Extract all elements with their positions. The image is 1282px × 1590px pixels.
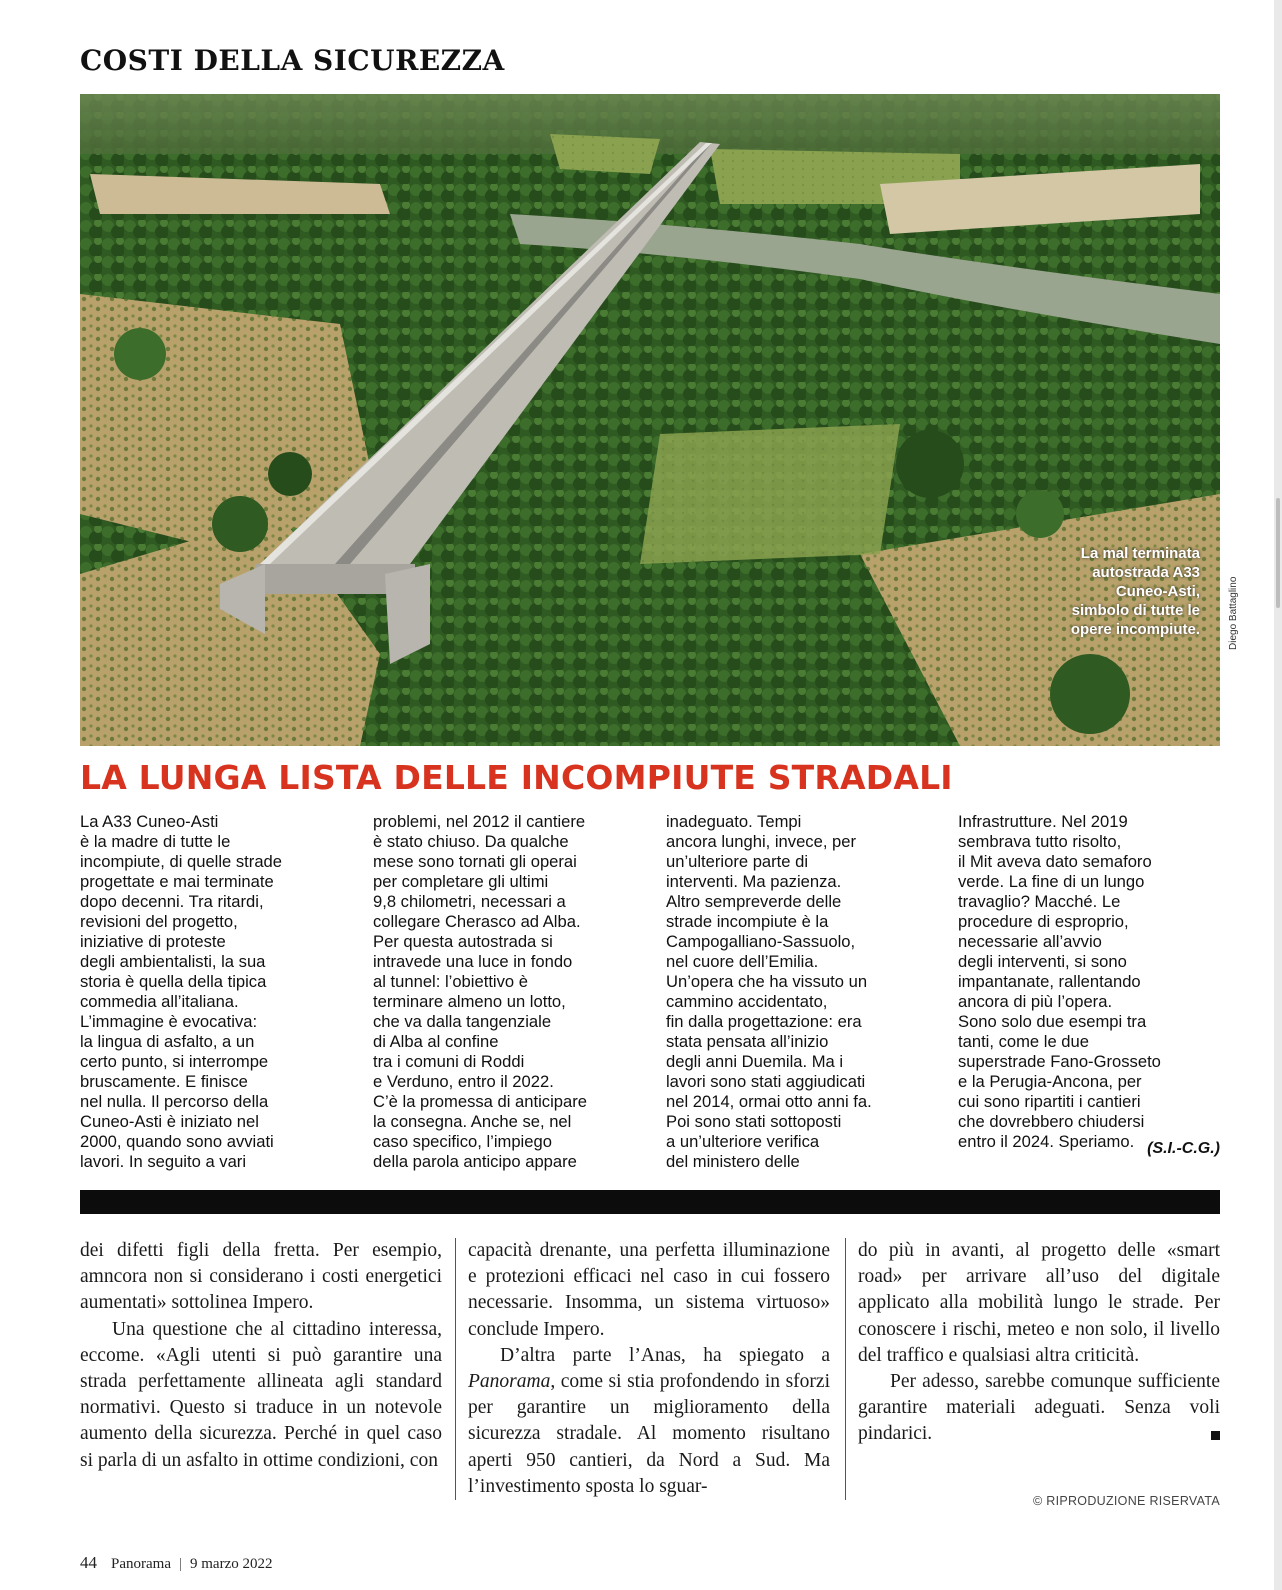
column-rule	[845, 1238, 846, 1500]
body-column-3	[858, 1238, 1220, 1448]
body-paragraph	[858, 1369, 1220, 1448]
body-text: Per adesso, sarebbe comunque sufficiente garantire materiali adeguati. Senza voli pindarici.	[858, 1371, 1220, 1445]
box-column-3: inadeguato. Tempi ancora lunghi, invece, per un’ulteriore parte di interventi. Ma pazienza. Altro sempreverde delle strade incompiute è la Campogalliano-Sassuolo, nel cuore dell’Emilia. Un’opera che ha vissuto un cammino accidentato, fin dalla progettazione: era stata pensata all’inizio degli anni Duemila. Ma i lavori sono stati aggiudicati nel 2014, ormai otto anni fa. Poi sono stati sottoposti a un’ulteriore verifica del ministero delle	[666, 812, 872, 1171]
body-paragraph: capacità drenante, una perfetta illuminazione e protezioni efficaci nel caso in cui fossero necessarie. Insomma, un sistema virtuoso» conclude Impero.	[468, 1240, 830, 1340]
footer-separator: |	[178, 1556, 182, 1572]
box-headline: LA LUNGA LISTA DELLE INCOMPIUTE STRADALI	[80, 758, 953, 797]
photo-caption	[980, 544, 1200, 639]
body-paragraph: do più in avanti, al progetto delle «smart road» per arrivare all’uso del digitale applicato alla mobilità lungo le strade. Per conoscere i rischi, meteo e non solo, il livello del traffico e qualsiasi altra criticità.	[858, 1240, 1220, 1366]
body-paragraph: Una questione che al cittadino interessa, eccome. «Agli utenti si può garantire una strada perfettamente allineata agli standard normativi. Questo si traduce in un notevole aumento della sicurezza. Perché in quel caso si parla di un asfalto in ottime condizioni, con	[80, 1318, 442, 1471]
box-signature: (S.I.-C.G.)	[1147, 1140, 1220, 1157]
page-number: 44	[80, 1553, 97, 1572]
body-text: , come si stia profondendo in sforzi per garantire un miglioramento della sicurezza stradale. Al momento risultano aperti 950 cantieri, da Nord a Sud. Ma l’investimento sposta lo sguar-	[468, 1371, 830, 1497]
body-column-2	[468, 1238, 830, 1500]
column-rule	[455, 1238, 456, 1500]
body-paragraph: dei difetti figli della fretta. Per esempio, amncora non si considerano i costi energetici aumentati» sottolinea Impero.	[80, 1240, 442, 1314]
issue-date: 9 marzo 2022	[190, 1556, 273, 1572]
aerial-highway-photo	[80, 94, 1220, 746]
body-text: D’altra parte l’Anas, ha spiegato a	[500, 1344, 830, 1366]
body-column-1	[80, 1238, 442, 1474]
magazine-name: Panorama	[111, 1556, 171, 1572]
end-of-article-mark	[1211, 1431, 1220, 1440]
page-footer	[80, 1553, 272, 1573]
box-column-2: problemi, nel 2012 il cantiere è stato chiuso. Da qualche mese sono tornati gli operai per completare gli ultimi 9,8 chilometri, necessari a collegare Cherasco ad Alba. Per questa autostrada si intravede una luce in fondo al tunnel: l’obiettivo è terminare almeno un lotto, che va dalla tangenziale di Alba al confine tra i comuni di Roddi e Verduno, entro il 2022. C’è la promessa di anticipare la consegna. Anche se, nel caso specifico, l’impiego della parola anticipo appare	[373, 812, 587, 1171]
box-column-4: Infrastrutture. Nel 2019 sembrava tutto risolto, il Mit aveva dato semaforo verde. La fine di un lungo travaglio? Macché. Le procedure di esproprio, necessarie all’avvio degli interventi, si sono impantanate, rallentando ancora di più l’opera. Sono solo due esempi tra tanti, come le due superstrade Fano-Grosseto e la Perugia-Ancona, per cui sono ripartiti i cantieri che dovrebbero chiudersi entro il 2024. Speriamo.	[958, 812, 1161, 1151]
photo-illustration	[80, 94, 1220, 746]
magazine-name-italic: Panorama	[468, 1371, 551, 1393]
photo-caption-text: La mal terminata autostrada A33 Cuneo-Asti, simbolo di tutte le opere incompiute.	[1070, 545, 1200, 638]
sidebar-box-columns	[80, 812, 1220, 1172]
scrollbar[interactable]	[1274, 0, 1282, 1590]
section-title: COSTI DELLA SICUREZZA	[80, 44, 505, 77]
box-column-1: La A33 Cuneo-Asti è la madre di tutte le incompiute, di quelle strade progettate e mai terminate dopo decenni. Tra ritardi, revisioni del progetto, iniziative di proteste degli ambientalisti, la sua storia è quella della tipica commedia all’italiana. L’immagine è evocativa: la lingua di asfalto, a un certo punto, si interrompe bruscamente. E finisce nel nulla. Il percorso della Cuneo-Asti è iniziato nel 2000, quando sono avviati lavori. In seguito a vari	[80, 812, 283, 1171]
copyright-notice: © RIPRODUZIONE RISERVATA	[1032, 1494, 1220, 1508]
scrollbar-thumb[interactable]	[1276, 498, 1280, 608]
body-paragraph	[468, 1343, 830, 1500]
black-divider-band	[80, 1190, 1220, 1214]
photo-credit: Diego Battaglino	[1228, 576, 1239, 650]
